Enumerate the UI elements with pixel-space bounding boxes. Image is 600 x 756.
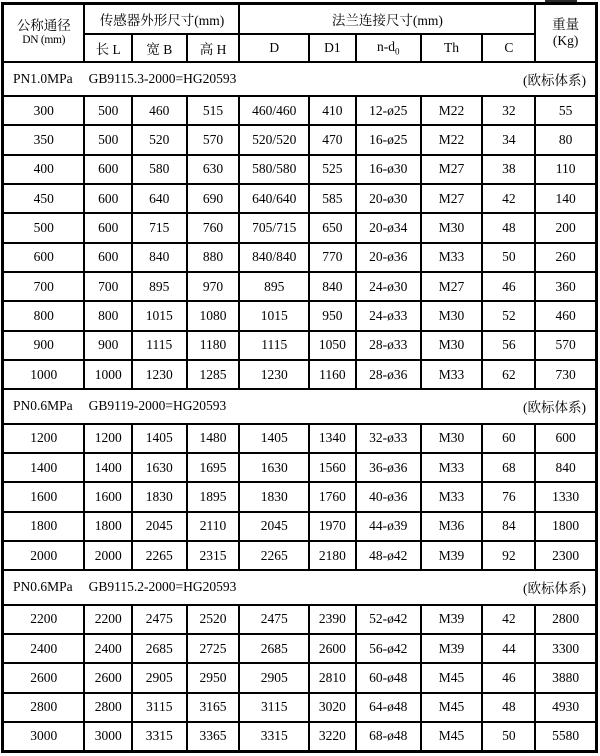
section-header-row (3, 62, 597, 96)
table-cell: 1200 (84, 424, 132, 453)
table-cell: 1000 (84, 360, 132, 389)
table-cell: 1000 (3, 360, 85, 389)
table-cell: M30 (421, 424, 483, 453)
table-cell: M33 (421, 453, 483, 482)
table-cell: M22 (421, 125, 483, 154)
table-cell: 600 (535, 424, 596, 453)
section-system-note: (欧标体系) (523, 72, 586, 88)
table-row (3, 693, 597, 722)
table-cell: M39 (421, 541, 483, 570)
table-cell: 600 (84, 243, 132, 272)
table-cell: 2600 (84, 663, 132, 692)
table-cell: 68-ø48 (356, 722, 421, 752)
table-cell: 3365 (187, 722, 240, 752)
table-cell: 2265 (132, 541, 187, 570)
table-cell: 32 (482, 96, 535, 125)
table-cell: 3300 (535, 634, 596, 663)
table-cell: 3165 (187, 693, 240, 722)
table-cell: 2685 (239, 634, 308, 663)
table-cell: 4930 (535, 693, 596, 722)
table-cell: 2950 (187, 663, 240, 692)
section-header-cell (3, 62, 597, 96)
table-cell: 40-ø36 (356, 482, 421, 511)
table-cell: 900 (84, 331, 132, 360)
column-group-flange-dimensions: 法兰连接尺寸(mm) (239, 4, 535, 34)
table-cell: M33 (421, 360, 483, 389)
table-cell: 840/840 (239, 243, 308, 272)
table-cell: 3315 (239, 722, 308, 752)
table-cell: 2475 (239, 605, 308, 634)
table-cell: M39 (421, 634, 483, 663)
table-cell: M30 (421, 213, 483, 242)
table-cell: 2800 (84, 693, 132, 722)
table-cell: M27 (421, 184, 483, 213)
table-cell: M45 (421, 722, 483, 752)
table-row (3, 301, 597, 330)
table-cell: 1160 (309, 360, 356, 389)
table-cell: 1800 (3, 512, 85, 541)
table-cell: 28-ø33 (356, 331, 421, 360)
ndo-base: n-d (377, 38, 395, 54)
column-header-height: 高 H (187, 34, 240, 62)
table-cell: 36-ø36 (356, 453, 421, 482)
table-cell: 48 (482, 693, 535, 722)
table-cell: 20-ø30 (356, 184, 421, 213)
section-header-cell (3, 570, 597, 604)
header-row-columns (3, 34, 597, 62)
table-row (3, 512, 597, 541)
table-cell: 2685 (132, 634, 187, 663)
table-cell: 2315 (187, 541, 240, 570)
table-cell: 500 (3, 213, 85, 242)
table-cell: 1080 (187, 301, 240, 330)
table-row (3, 331, 597, 360)
table-cell: 1115 (239, 331, 308, 360)
table-cell: 1340 (309, 424, 356, 453)
table-cell: M30 (421, 331, 483, 360)
column-group-sensor-dimensions: 传感器外形尺寸(mm) (84, 4, 239, 34)
table-cell: 3880 (535, 663, 596, 692)
table-cell: 42 (482, 605, 535, 634)
table-cell: 1230 (132, 360, 187, 389)
table-cell: 1630 (132, 453, 187, 482)
dn-unit-label: DN (mm) (22, 33, 66, 46)
table-cell: 50 (482, 722, 535, 752)
table-cell: 840 (535, 453, 596, 482)
table-row (3, 155, 597, 184)
table-cell: 640 (132, 184, 187, 213)
table-cell: 895 (132, 272, 187, 301)
weight-label: 重量 (552, 17, 580, 33)
table-row (3, 424, 597, 453)
table-cell: 2600 (309, 634, 356, 663)
table-row (3, 482, 597, 511)
table-cell: 2800 (535, 605, 596, 634)
table-cell: M45 (421, 663, 483, 692)
weight-unit-label: (Kg) (552, 32, 579, 48)
table-cell: 1695 (187, 453, 240, 482)
table-cell: 1400 (3, 453, 85, 482)
table-cell: 60 (482, 424, 535, 453)
table-cell: 42 (482, 184, 535, 213)
table-cell: 1480 (187, 424, 240, 453)
table-cell: 32-ø33 (356, 424, 421, 453)
table-cell: 1600 (84, 482, 132, 511)
table-cell: 600 (3, 243, 85, 272)
table-cell: 3115 (132, 693, 187, 722)
table-row (3, 722, 597, 752)
table-cell: 360 (535, 272, 596, 301)
table-cell: 800 (84, 301, 132, 330)
table-cell: 700 (84, 272, 132, 301)
table-cell: M36 (421, 512, 483, 541)
table-cell: 2600 (3, 663, 85, 692)
table-cell: 410 (309, 96, 356, 125)
table-row (3, 213, 597, 242)
table-cell: 520 (132, 125, 187, 154)
table-cell: 56-ø42 (356, 634, 421, 663)
table-cell: 1115 (132, 331, 187, 360)
table-row (3, 663, 597, 692)
table-cell: 55 (535, 96, 596, 125)
table-cell: 500 (84, 125, 132, 154)
table-cell: 48-ø42 (356, 541, 421, 570)
ndo-subscript: 0 (395, 46, 400, 57)
table-cell: 570 (187, 125, 240, 154)
table-cell: 1560 (309, 453, 356, 482)
table-row (3, 634, 597, 663)
table-cell: M33 (421, 243, 483, 272)
table-cell: 1015 (132, 301, 187, 330)
table-cell: M27 (421, 272, 483, 301)
table-cell: 62 (482, 360, 535, 389)
table-cell: 64-ø48 (356, 693, 421, 722)
table-cell: 260 (535, 243, 596, 272)
section-header-row (3, 389, 597, 423)
table-cell: 2475 (132, 605, 187, 634)
table-cell: 92 (482, 541, 535, 570)
section-system-note: (欧标体系) (523, 581, 586, 597)
column-header-dn (3, 4, 85, 62)
table-cell: 770 (309, 243, 356, 272)
table-cell: 640/640 (239, 184, 308, 213)
column-header-d1: D1 (309, 34, 356, 62)
table-cell: 46 (482, 272, 535, 301)
table-cell: 800 (3, 301, 85, 330)
table-header (3, 4, 597, 62)
table-cell: M39 (421, 605, 483, 634)
table-cell: 400 (3, 155, 85, 184)
table-cell: 900 (3, 331, 85, 360)
table-cell: 1895 (187, 482, 240, 511)
table-cell: 580/580 (239, 155, 308, 184)
section-pressure-rating: PN1.0MPa (13, 70, 73, 86)
table-body (3, 62, 597, 752)
table-cell: M30 (421, 301, 483, 330)
section-standard-code: GB9115.2-2000=HG20593 (88, 579, 237, 595)
table-cell: 20-ø36 (356, 243, 421, 272)
table-cell: 450 (3, 184, 85, 213)
table-row (3, 541, 597, 570)
table-cell: 950 (309, 301, 356, 330)
table-cell: 52-ø42 (356, 605, 421, 634)
table-cell: 1285 (187, 360, 240, 389)
table-row (3, 453, 597, 482)
table-cell: 1015 (239, 301, 308, 330)
table-cell: 84 (482, 512, 535, 541)
table-cell: 76 (482, 482, 535, 511)
table-cell: 2390 (309, 605, 356, 634)
table-cell: 5580 (535, 722, 596, 752)
table-cell: 3220 (309, 722, 356, 752)
table-cell: 24-ø33 (356, 301, 421, 330)
table-cell: 600 (84, 155, 132, 184)
table-cell: 525 (309, 155, 356, 184)
table-cell: 34 (482, 125, 535, 154)
table-cell: 200 (535, 213, 596, 242)
table-cell: M33 (421, 482, 483, 511)
section-pressure-rating: PN0.6MPa (13, 398, 73, 414)
section-standard-code: GB9115.3-2000=HG20593 (88, 70, 237, 86)
table-row (3, 184, 597, 213)
table-cell: 44 (482, 634, 535, 663)
column-header-d: D (239, 34, 308, 62)
table-cell: 570 (535, 331, 596, 360)
table-cell: 2000 (3, 541, 85, 570)
table-cell: 705/715 (239, 213, 308, 242)
dn-label: 公称通径 (16, 18, 71, 34)
column-header-ndo (356, 34, 421, 62)
table-cell: 48 (482, 213, 535, 242)
table-cell: 880 (187, 243, 240, 272)
table-cell: 1830 (239, 482, 308, 511)
table-cell: 3020 (309, 693, 356, 722)
table-row (3, 243, 597, 272)
table-cell: 44-ø39 (356, 512, 421, 541)
table-row (3, 96, 597, 125)
table-cell: 2810 (309, 663, 356, 692)
table-cell: 520/520 (239, 125, 308, 154)
table-cell: 1760 (309, 482, 356, 511)
table-cell: 20-ø34 (356, 213, 421, 242)
table-cell: M27 (421, 155, 483, 184)
table-cell: 3315 (132, 722, 187, 752)
table-cell: 1405 (132, 424, 187, 453)
table-cell: 2045 (239, 512, 308, 541)
table-cell: 2725 (187, 634, 240, 663)
table-cell: 16-ø30 (356, 155, 421, 184)
table-cell: 1405 (239, 424, 308, 453)
table-cell: 2000 (84, 541, 132, 570)
table-cell: 16-ø25 (356, 125, 421, 154)
table-cell: 1200 (3, 424, 85, 453)
column-header-c: C (482, 34, 535, 62)
table-cell: 2110 (187, 512, 240, 541)
table-cell: 3115 (239, 693, 308, 722)
table-cell: 1630 (239, 453, 308, 482)
table-cell: 300 (3, 96, 85, 125)
table-cell: 840 (309, 272, 356, 301)
table-cell: 2300 (535, 541, 596, 570)
table-row (3, 360, 597, 389)
table-cell: 2265 (239, 541, 308, 570)
table-cell: 760 (187, 213, 240, 242)
table-cell: 1970 (309, 512, 356, 541)
table-cell: 2045 (132, 512, 187, 541)
table-cell: 895 (239, 272, 308, 301)
table-cell: 580 (132, 155, 187, 184)
table-cell: 50 (482, 243, 535, 272)
table-cell: 140 (535, 184, 596, 213)
table-cell: 585 (309, 184, 356, 213)
table-cell: 2800 (3, 693, 85, 722)
table-cell: 60-ø48 (356, 663, 421, 692)
section-header-cell (3, 389, 597, 423)
table-cell: 3000 (84, 722, 132, 752)
table-cell: 715 (132, 213, 187, 242)
table-cell: 970 (187, 272, 240, 301)
table-cell: 470 (309, 125, 356, 154)
table-cell: 600 (84, 184, 132, 213)
table-cell: 700 (3, 272, 85, 301)
table-cell: 52 (482, 301, 535, 330)
column-header-width: 宽 B (132, 34, 187, 62)
table-row (3, 272, 597, 301)
table-cell: 1800 (84, 512, 132, 541)
table-cell: 1830 (132, 482, 187, 511)
table-cell: 2400 (3, 634, 85, 663)
table-cell: 650 (309, 213, 356, 242)
table-cell: 56 (482, 331, 535, 360)
table-cell: 46 (482, 663, 535, 692)
table-cell: 500 (84, 96, 132, 125)
table-cell: 2200 (84, 605, 132, 634)
section-header-row (3, 570, 597, 604)
header-row-groups (3, 4, 597, 34)
table-cell: 2200 (3, 605, 85, 634)
table-cell: 460 (535, 301, 596, 330)
table-cell: 730 (535, 360, 596, 389)
dimension-spec-table (1, 2, 598, 753)
table-cell: 1600 (3, 482, 85, 511)
table-cell: 110 (535, 155, 596, 184)
section-system-note: (欧标体系) (523, 400, 586, 416)
section-standard-code: GB9119-2000=HG20593 (88, 398, 227, 414)
column-header-weight (535, 4, 596, 62)
table-cell: 38 (482, 155, 535, 184)
table-cell: 68 (482, 453, 535, 482)
table-cell: 515 (187, 96, 240, 125)
column-header-length: 长 L (84, 34, 132, 62)
table-cell: 1800 (535, 512, 596, 541)
table-cell: 80 (535, 125, 596, 154)
table-cell: 2180 (309, 541, 356, 570)
table-row (3, 605, 597, 634)
column-header-th: Th (421, 34, 483, 62)
table-cell: 2905 (132, 663, 187, 692)
table-cell: M45 (421, 693, 483, 722)
table-row (3, 125, 597, 154)
table-cell: 1230 (239, 360, 308, 389)
table-cell: 1050 (309, 331, 356, 360)
table-cell: 600 (84, 213, 132, 242)
table-cell: 2400 (84, 634, 132, 663)
table-cell: 690 (187, 184, 240, 213)
section-pressure-rating: PN0.6MPa (13, 579, 73, 595)
table-cell: 1180 (187, 331, 240, 360)
table-cell: 3000 (3, 722, 85, 752)
table-cell: 24-ø30 (356, 272, 421, 301)
table-cell: 460 (132, 96, 187, 125)
table-cell: 2520 (187, 605, 240, 634)
table-cell: 28-ø36 (356, 360, 421, 389)
table-cell: 1330 (535, 482, 596, 511)
table-cell: 1400 (84, 453, 132, 482)
table-cell: 12-ø25 (356, 96, 421, 125)
table-cell: 2905 (239, 663, 308, 692)
table-cell: 350 (3, 125, 85, 154)
table-cell: 630 (187, 155, 240, 184)
table-cell: 460/460 (239, 96, 308, 125)
table-cell: 840 (132, 243, 187, 272)
table-cell: M22 (421, 96, 483, 125)
